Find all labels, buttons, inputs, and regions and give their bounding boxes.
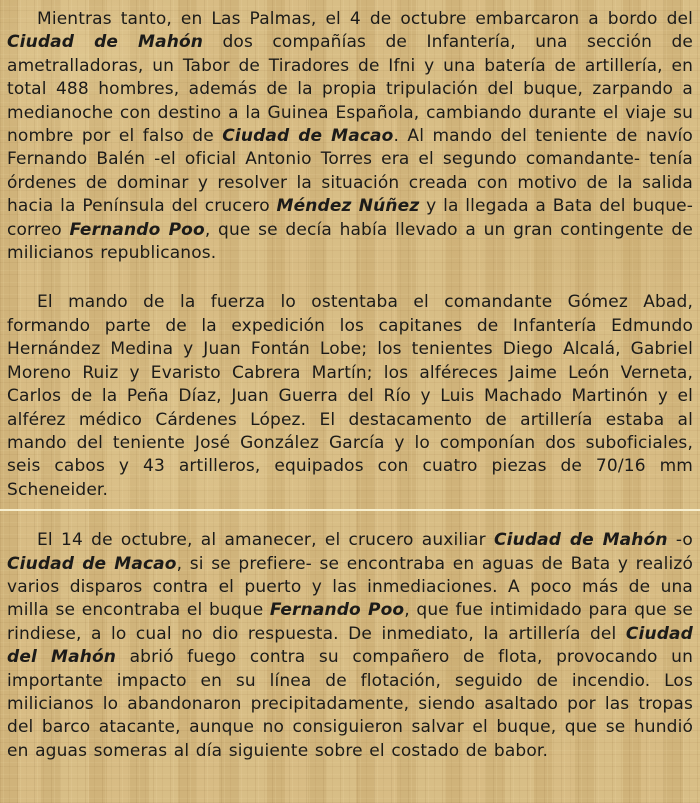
text-run: El mando de la fuerza lo ostentaba el comandante Gómez Abad, formando parte de la expedición los capitanes de Infantería Edmundo Hernández Medina y Juan Fontán Lobe; los tenientes Diego Alcalá, Gabriel Moreno Ruiz y Evaristo Cabrera Martín; los alféreces Jaime León Verneta, Carlos de la Peña Díaz, Juan Guerra del Río y Luis Machado Martinón y el alférez médico Cárdenes López. El destacamento de artillería estaba al mando del teniente José González García y lo componían dos suboficiales, seis cabos y 43 artilleros, equipados con cuatro piezas de 70/16 mm Scheneider. — [7, 292, 693, 500]
text-run: , que se decía había llevado a un gran contingente de milicianos republicanos. — [7, 219, 693, 264]
ship-name: Ciudad del Mahón — [7, 623, 693, 668]
text-run: -o — [667, 530, 693, 551]
ship-name: Fernando Poo — [69, 219, 205, 240]
ship-name: Ciudad de Macao — [7, 553, 177, 574]
text-run: abrió fuego contra su compañero de flota, provocando un importante impacto en su línea de flotación, seguido de incendio. Los milicianos lo abandonaron precipitadamente, siendo asaltado por las tropas del barco atacante, aunque no consiguieron salvar el buque, que se hundió en aguas someras al día siguiente sobre el costado de babor. — [7, 647, 693, 761]
ship-name: Ciudad de Macao — [222, 126, 394, 147]
text-run: dos compañías de Infantería, una sección de ametralladoras, un Tabor de Tiradores de Ifni y una batería de artillería, en total 488 hombres, además de la propia tripulación del buque, zarpando a medianoche con destino a la Guinea Española, cambiando durante el viaje su nombre por el falso de — [7, 32, 693, 147]
text-run: , que fue intimidado para que se rindiese, a lo cual no dio respuesta. De inmediato, la artillería del — [7, 600, 693, 644]
text-run: , si se prefiere- se encontraba en aguas de Bata y realizó varios disparos contra el puerto y las inmediaciones. A poco más de una milla se encontraba el buque — [7, 553, 693, 621]
paragraph-command-roster — [7, 291, 693, 502]
paragraph-attack-on-bata — [7, 529, 693, 763]
ship-name: Ciudad de Mahón — [494, 530, 668, 551]
paragraph-embarkation — [7, 8, 693, 265]
ship-name: Ciudad de Mahón — [7, 32, 204, 53]
text-run: El 14 de octubre, al amanecer, el crucero auxiliar — [37, 530, 494, 551]
text-run: . Al mando del teniente de navío Fernando Balén -el oficial Antonio Torres era el segundo comandante- tenía órdenes de dominar y resolver la situación creada con motivo de la salida hacia la Península del crucero — [7, 126, 693, 217]
text-run: Mientras tanto, en Las Palmas, el 4 de octubre embarcaron a bordo del — [37, 9, 693, 29]
section-divider — [0, 509, 700, 511]
ship-name: Fernando Poo — [269, 600, 405, 621]
text-run: y la llegada a Bata del buque-correo — [7, 196, 694, 240]
ship-name: Méndez Núñez — [276, 196, 420, 217]
